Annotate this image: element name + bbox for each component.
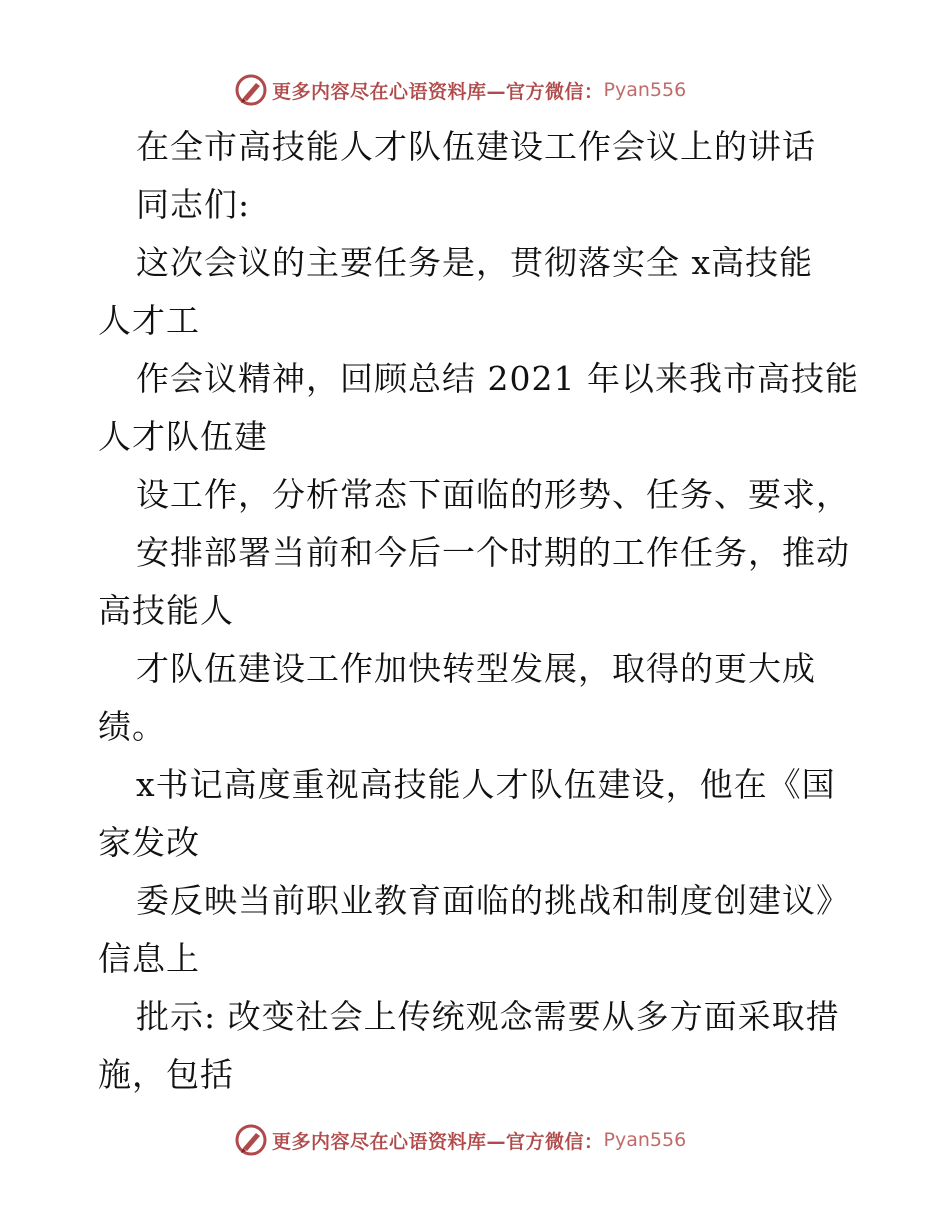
- text-line: 高技能人: [98, 591, 234, 630]
- watermark-header: [234, 72, 686, 108]
- watermark-text: 更多内容尽在心语资料库—官方微信：: [272, 1130, 604, 1153]
- text-line: 设工作，分析常态下面临的形势、任务、要求，: [136, 475, 850, 514]
- pen-logo-icon: [234, 73, 268, 107]
- text-line: 批示: 改变社会上传统观念需要从多方面采取措: [136, 997, 840, 1036]
- salutation: 同志们:: [136, 185, 251, 224]
- text-line: 家发改: [98, 823, 200, 862]
- text-line: 绩。: [98, 707, 166, 746]
- text-line: 委反映当前职业教育面临的挑战和制度创建议》: [136, 881, 850, 920]
- text-line: 人才工: [98, 301, 200, 340]
- text-line: 才队伍建设工作加快转型发展，取得的更大成: [136, 649, 816, 688]
- text-line: 信息上: [98, 939, 200, 978]
- document-title: 在全市高技能人才队伍建设工作会议上的讲话: [136, 127, 816, 166]
- watermark-handle: Pyan556: [603, 1129, 687, 1151]
- watermark-footer: [234, 1122, 686, 1158]
- watermark-text: 更多内容尽在心语资料库—官方微信：: [272, 80, 604, 103]
- text-line: 作会议精神，回顾总结 2021 年以来我市高技能: [136, 359, 859, 398]
- text-line: 这次会议的主要任务是，贯彻落实全 x高技能: [136, 243, 814, 282]
- text-line: 施，包括: [98, 1055, 234, 1094]
- text-line: 人才队伍建: [98, 417, 268, 456]
- document-body: [98, 118, 888, 1104]
- text-line: x书记高度重视高技能人才队伍建设，他在《国: [136, 765, 836, 804]
- watermark-handle: Pyan556: [603, 79, 687, 101]
- text-line: 安排部署当前和今后一个时期的工作任务，推动: [136, 533, 850, 572]
- pen-logo-icon: [234, 1123, 268, 1157]
